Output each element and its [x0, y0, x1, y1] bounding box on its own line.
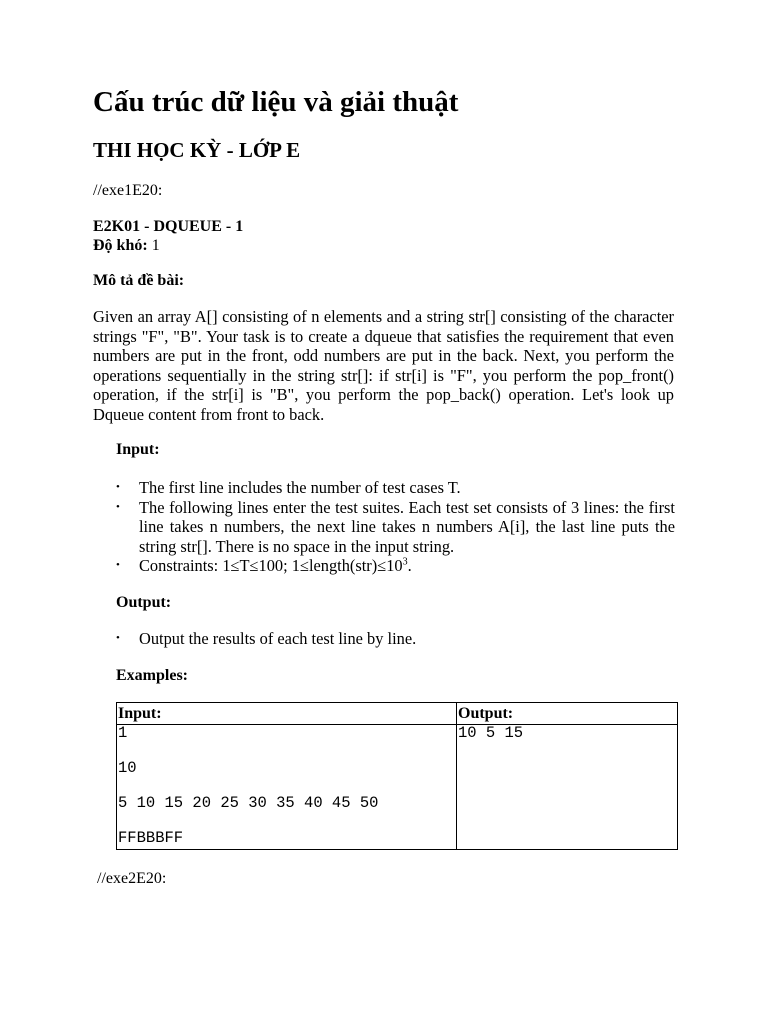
list-item	[116, 478, 675, 498]
line-gap	[118, 743, 455, 761]
constraints-end: .	[407, 556, 412, 576]
difficulty-value: 1	[147, 237, 160, 254]
output-heading: Output:	[116, 594, 172, 611]
problem-code: E2K01 - DQUEUE - 1	[93, 218, 244, 235]
table-header-row	[117, 703, 678, 725]
example-input-line: 10	[118, 759, 137, 777]
line-gap	[118, 778, 455, 796]
examples-table	[116, 702, 678, 850]
input-item-text: The following lines enter the test suites. Each test set consists of 3 lines: the first line takes n numbers, the next line takes n numbers A[i], the last line puts the string str[]. There is no space in the input string.	[139, 497, 675, 556]
constraints-text: Constraints: 1≤T≤100; 1≤length(str)≤10	[139, 556, 403, 576]
bullet-icon: •	[116, 559, 120, 572]
exercise-marker-1: //exe1E20:	[93, 182, 163, 199]
line-gap	[118, 813, 455, 831]
exercise-marker-2: //exe2E20:	[97, 870, 167, 887]
examples-heading: Examples:	[116, 667, 188, 684]
list-item	[116, 498, 675, 557]
difficulty-label: Độ khó:	[93, 237, 148, 254]
table-header-output: Output:	[457, 703, 678, 725]
table-row	[117, 725, 678, 850]
example-output-line: 10 5 15	[458, 724, 524, 742]
table-header-input: Input:	[117, 703, 457, 725]
output-item-text: Output the results of each test line by line.	[139, 629, 417, 648]
example-input-line: 5 10 15 20 25 30 35 40 45 50	[118, 794, 379, 812]
example-input-line: 1	[118, 724, 128, 742]
difficulty-line	[93, 236, 160, 256]
bullet-icon: •	[116, 632, 120, 644]
example-input-cell	[117, 725, 457, 850]
bullet-icon: •	[116, 500, 120, 513]
description-heading: Mô tả đề bài:	[93, 272, 185, 289]
document-title: Cấu trúc dữ liệu và giải thuật	[93, 86, 459, 118]
example-output-cell	[457, 725, 678, 850]
input-heading: Input:	[116, 441, 160, 458]
problem-description: Given an array A[] consisting of n elements and a string str[] consisting of the character strings "F", "B". Your task is to create a dqueue that satisfies the requirement that even numbers are put in the front, odd numbers are put in the back. Next, you perform the operations sequentially in the string str[]: if str[i] is "F", you perform the pop_front() operation, if the str[i] is "B", you perform the pop_back() operation. Let's look up Dqueue content from front to back.	[93, 307, 674, 424]
exam-title: THI HỌC KỲ - LỚP E	[93, 138, 301, 162]
bullet-icon: •	[116, 481, 120, 493]
input-list	[116, 478, 675, 576]
output-list	[116, 629, 675, 649]
list-item	[116, 629, 675, 649]
input-item-text: The first line includes the number of test cases T.	[139, 478, 461, 497]
list-item	[116, 556, 675, 576]
example-input-line: FFBBBFF	[118, 829, 184, 847]
constraints-exponent: 3	[402, 556, 408, 568]
